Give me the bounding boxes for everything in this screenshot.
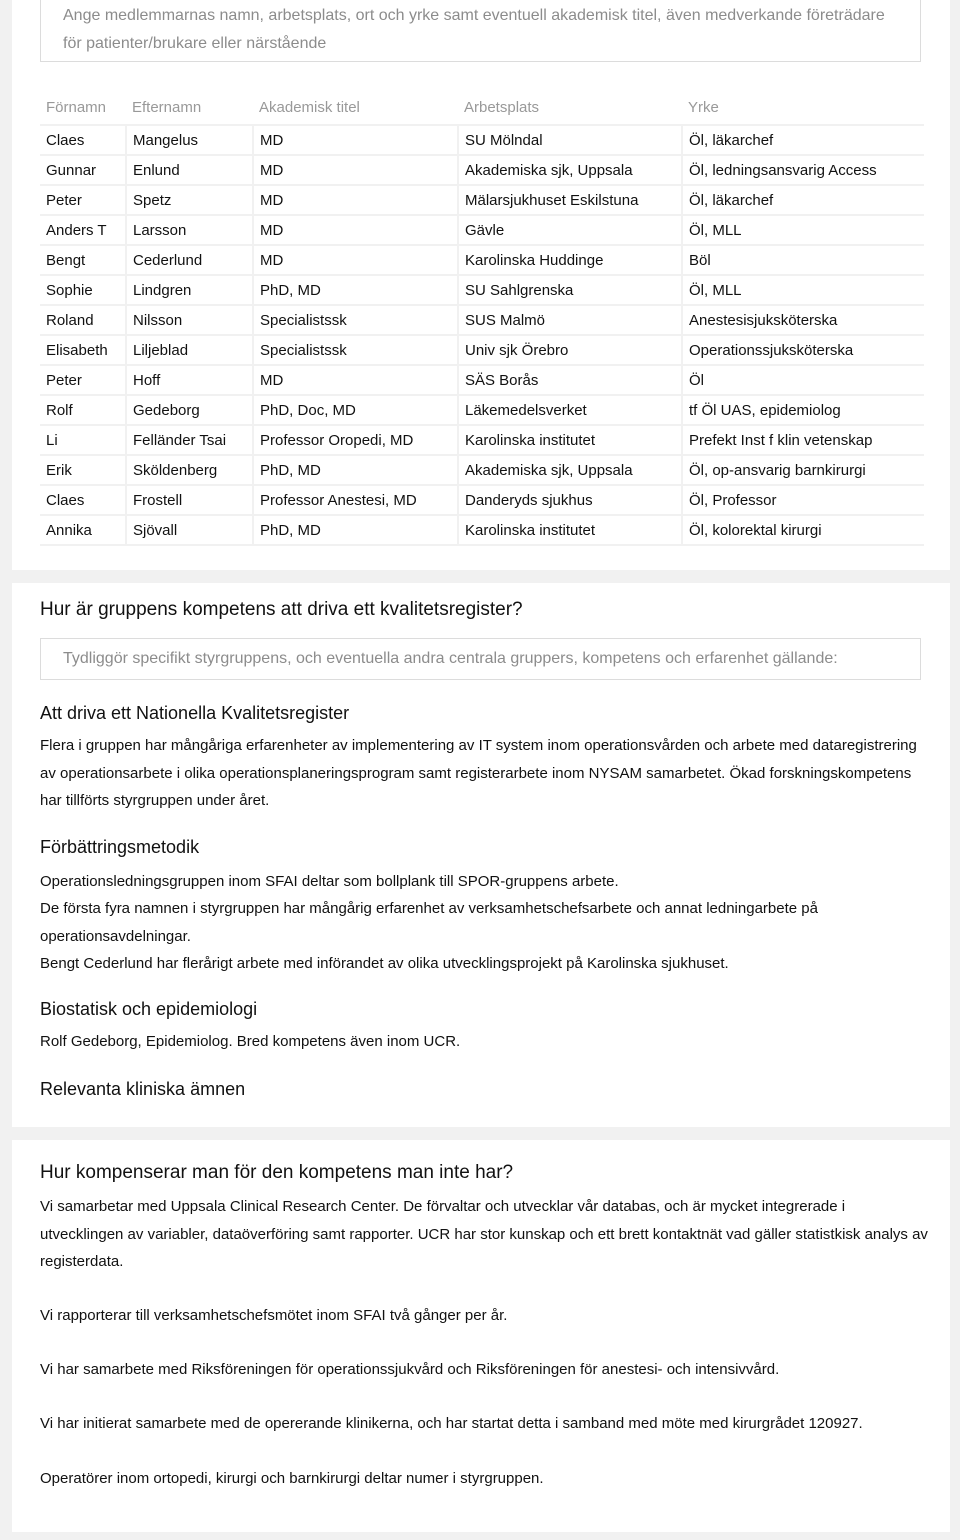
compensation-card <box>12 1140 950 1532</box>
cell-workplace: Läkemedelsverket <box>458 395 682 425</box>
cell-lastname: Sköldenberg <box>126 455 253 485</box>
cell-workplace: Karolinska institutet <box>458 515 682 545</box>
table-row <box>40 245 924 275</box>
cell-lastname: Gedeborg <box>126 395 253 425</box>
cell-firstname: Erik <box>40 455 126 485</box>
cell-profession: Öl, Professor <box>682 485 924 515</box>
cell-profession: Öl, op-ansvarig barnkirurgi <box>682 455 924 485</box>
members-card <box>12 0 950 570</box>
cell-profession: tf Öl UAS, epidemiolog <box>682 395 924 425</box>
cell-firstname: Annika <box>40 515 126 545</box>
column-header-workplace: Arbetsplats <box>458 90 682 125</box>
cell-title: Professor Anestesi, MD <box>253 485 458 515</box>
cell-title: MD <box>253 125 458 155</box>
cell-firstname: Claes <box>40 485 126 515</box>
cell-firstname: Roland <box>40 305 126 335</box>
cell-lastname: Sjövall <box>126 515 253 545</box>
compensation-question: Hur kompenserar man för den kompetens man inte har? <box>40 1162 514 1183</box>
topic-text-biostat: Rolf Gedeborg, Epidemiolog. Bred kompetens även inom UCR. <box>40 1033 461 1050</box>
cell-profession: Anestesisjuksköterska <box>682 305 924 335</box>
column-header-profession: Yrke <box>682 90 924 125</box>
table-row <box>40 365 924 395</box>
members-table <box>40 90 924 546</box>
topic-text-improvement-3: Bengt Cederlund har flerårigt arbete med införandet av olika utvecklingsprojekt på Karolinska sjukhuset. <box>40 955 729 972</box>
table-row <box>40 515 924 545</box>
cell-workplace: Akademiska sjk, Uppsala <box>458 455 682 485</box>
column-header-title: Akademisk titel <box>253 90 458 125</box>
cell-workplace: SU Mölndal <box>458 125 682 155</box>
cell-workplace: Danderyds sjukhus <box>458 485 682 515</box>
cell-workplace: Gävle <box>458 215 682 245</box>
cell-firstname: Rolf <box>40 395 126 425</box>
cell-lastname: Nilsson <box>126 305 253 335</box>
cell-title: Professor Oropedi, MD <box>253 425 458 455</box>
competence-hint: Tydliggör specifikt styrgruppens, och eventuella andra centrala gruppers, kompetens och erfarenhet gällande: <box>40 638 921 680</box>
cell-title: Specialistssk <box>253 305 458 335</box>
cell-profession: Öl, läkarchef <box>682 185 924 215</box>
cell-lastname: Larsson <box>126 215 253 245</box>
topic-title-clinical: Relevanta kliniska ämnen <box>40 1079 246 1099</box>
cell-title: Specialistssk <box>253 335 458 365</box>
topic-text-improvement-1: Operationsledningsgruppen inom SFAI deltar som bollplank till SPOR-gruppens arbete. <box>40 873 619 890</box>
compensation-paragraph: Vi rapporterar till verksamhetschefsmötet inom SFAI två gånger per år. <box>40 1307 508 1324</box>
cell-profession: Öl, kolorektal kirurgi <box>682 515 924 545</box>
cell-workplace: Karolinska Huddinge <box>458 245 682 275</box>
cell-lastname: Enlund <box>126 155 253 185</box>
table-row <box>40 425 924 455</box>
cell-lastname: Cederlund <box>126 245 253 275</box>
cell-title: MD <box>253 215 458 245</box>
topic-title-biostat: Biostatisk och epidemiologi <box>40 999 258 1019</box>
table-row <box>40 185 924 215</box>
table-header-row <box>40 90 924 125</box>
cell-profession: Böl <box>682 245 924 275</box>
cell-workplace: Akademiska sjk, Uppsala <box>458 155 682 185</box>
table-row <box>40 485 924 515</box>
cell-title: MD <box>253 185 458 215</box>
cell-firstname: Peter <box>40 185 126 215</box>
table-row <box>40 125 924 155</box>
table-row <box>40 335 924 365</box>
cell-title: MD <box>253 365 458 395</box>
cell-lastname: Hoff <box>126 365 253 395</box>
table-row <box>40 275 924 305</box>
cell-firstname: Bengt <box>40 245 126 275</box>
table-row <box>40 215 924 245</box>
cell-lastname: Frostell <box>126 485 253 515</box>
cell-workplace: SUS Malmö <box>458 305 682 335</box>
cell-title: PhD, MD <box>253 455 458 485</box>
table-row <box>40 305 924 335</box>
compensation-paragraph: Vi har initierat samarbete med de opererande klinikerna, och har startat detta i samband med möte med kirurgrådet 120927. <box>40 1415 863 1432</box>
cell-lastname: Felländer Tsai <box>126 425 253 455</box>
cell-title: PhD, MD <box>253 275 458 305</box>
cell-lastname: Liljeblad <box>126 335 253 365</box>
compensation-paragraph: Operatörer inom ortopedi, kirurgi och barnkirurgi deltar numer i styrgruppen. <box>40 1470 544 1487</box>
compensation-paragraph: Vi har samarbete med Riksföreningen för operationssjukvård och Riksföreningen för anestesi- och intensivvård. <box>40 1361 780 1378</box>
cell-workplace: Karolinska institutet <box>458 425 682 455</box>
cell-firstname: Claes <box>40 125 126 155</box>
cell-profession: Prefekt Inst f klin vetenskap <box>682 425 924 455</box>
cell-firstname: Sophie <box>40 275 126 305</box>
cell-title: PhD, MD <box>253 515 458 545</box>
cell-workplace: SÄS Borås <box>458 365 682 395</box>
cell-lastname: Lindgren <box>126 275 253 305</box>
cell-firstname: Li <box>40 425 126 455</box>
cell-profession: Öl, MLL <box>682 215 924 245</box>
competence-card <box>12 583 950 1127</box>
cell-firstname: Anders T <box>40 215 126 245</box>
cell-firstname: Gunnar <box>40 155 126 185</box>
cell-workplace: Univ sjk Örebro <box>458 335 682 365</box>
column-header-lastname: Efternamn <box>126 90 253 125</box>
cell-title: PhD, Doc, MD <box>253 395 458 425</box>
cell-firstname: Peter <box>40 365 126 395</box>
cell-profession: Öl, MLL <box>682 275 924 305</box>
column-header-firstname: Förnamn <box>40 90 126 125</box>
topic-text-nkr: Flera i gruppen har mångåriga erfarenheter av implementering av IT system inom operationsvården och arbete med dataregistrering av operationsarbete i olika operationsplaneringsprogram samt registerarbete inom NYSAM samarbetet. Ökad forskningskompetens har tillförts styrgruppen under året. <box>40 737 917 809</box>
cell-lastname: Spetz <box>126 185 253 215</box>
cell-workplace: Mälarsjukhuset Eskilstuna <box>458 185 682 215</box>
competence-question: Hur är gruppens kompetens att driva ett kvalitetsregister? <box>40 599 523 620</box>
topic-text-improvement-2: De första fyra namnen i styrgruppen har mångårig erfarenhet av verksamhetschefsarbete och annat ledningarbete på operationsavdelningar. <box>40 900 818 945</box>
cell-profession: Operationssjuksköterska <box>682 335 924 365</box>
table-row <box>40 155 924 185</box>
cell-workplace: SU Sahlgrenska <box>458 275 682 305</box>
table-row <box>40 455 924 485</box>
cell-lastname: Mangelus <box>126 125 253 155</box>
topic-title-improvement: Förbättringsmetodik <box>40 837 200 857</box>
compensation-paragraph: Vi samarbetar med Uppsala Clinical Research Center. De förvaltar och utvecklar vår databas, och är mycket integrerade i utvecklingen av variabler, dataöverföring samt rapporter. UCR har stor kunskap och ett brett kontaktnät vad gäller statistkisk analys av registerdata. <box>40 1198 928 1270</box>
cell-firstname: Elisabeth <box>40 335 126 365</box>
members-hint: Ange medlemmarnas namn, arbetsplats, ort och yrke samt eventuell akademisk titel, även medverkande företrädare för patienter/brukare eller närstående <box>40 0 921 62</box>
cell-title: MD <box>253 155 458 185</box>
topic-title-nkr: Att driva ett Nationella Kvalitetsregister <box>40 703 350 723</box>
cell-profession: Öl, läkarchef <box>682 125 924 155</box>
cell-profession: Öl, ledningsansvarig Access <box>682 155 924 185</box>
cell-title: MD <box>253 245 458 275</box>
table-row <box>40 395 924 425</box>
cell-profession: Öl <box>682 365 924 395</box>
